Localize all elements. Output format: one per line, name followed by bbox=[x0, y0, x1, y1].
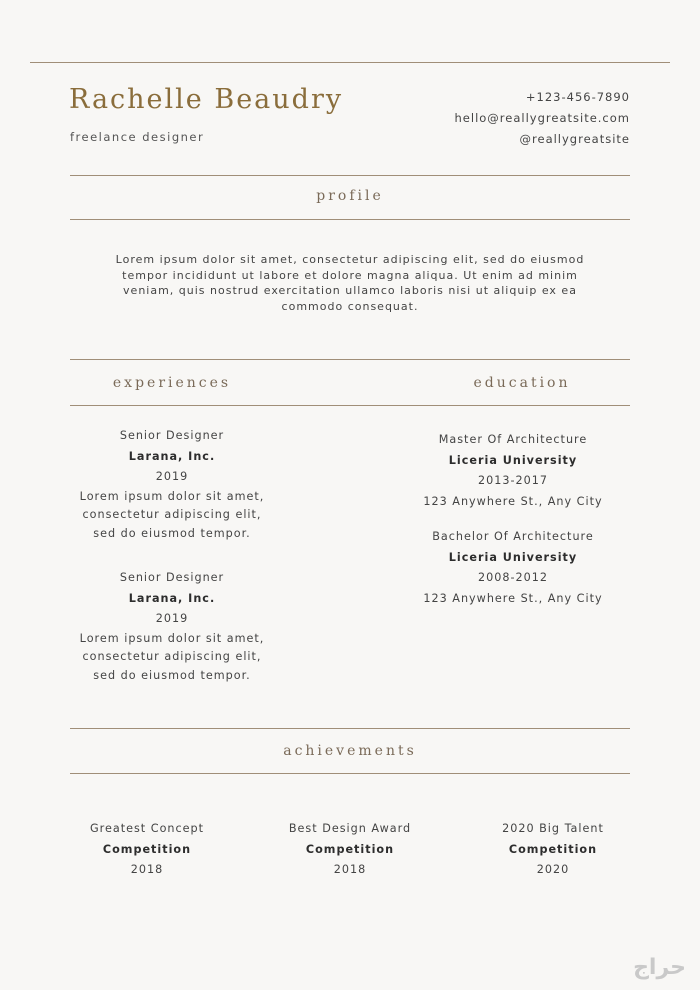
profile-heading: profile bbox=[316, 188, 384, 204]
achievement-entry bbox=[468, 819, 638, 881]
achievement-title: Best Design Award bbox=[288, 822, 412, 835]
achievement-year: 2018 bbox=[130, 863, 164, 876]
top-divider bbox=[30, 62, 670, 63]
email-address: hello@reallygreatsite.com bbox=[454, 111, 630, 125]
social-handle: @reallygreatsite bbox=[519, 132, 630, 146]
profile-text: Lorem ipsum dolor sit amet, consectetur adipiscing elit, sed do eiusmod tempor incididunt ut labore et dolore magna aliqua. Ut enim ad minim veniam, quis nostrud exercitation ullamco laboris nisi ut aliquip ex ea commodo consequat. bbox=[115, 253, 585, 314]
job-title: freelance designer bbox=[70, 130, 205, 144]
experience-company: Larana, Inc. bbox=[128, 449, 216, 463]
education-degree: Bachelor Of Architecture bbox=[432, 530, 594, 543]
experience-description: Lorem ipsum dolor sit amet, consectetur adipiscing elit, sed do eiusmod tempor. bbox=[79, 489, 265, 541]
education-school: Liceria University bbox=[448, 453, 578, 467]
resume-name: Rachelle Beaudry bbox=[69, 84, 344, 115]
education-address: 123 Anywhere St., Any City bbox=[423, 494, 603, 508]
experience-entry bbox=[72, 568, 272, 686]
achievement-title: Greatest Concept bbox=[89, 822, 205, 835]
achievements-divider-bottom bbox=[70, 773, 630, 774]
education-degree: Master Of Architecture bbox=[438, 433, 588, 446]
education-school: Liceria University bbox=[448, 550, 578, 564]
experience-role: Senior Designer bbox=[119, 571, 225, 584]
profile-divider-top bbox=[70, 175, 630, 176]
experience-company: Larana, Inc. bbox=[128, 591, 216, 605]
achievement-subtitle: Competition bbox=[102, 842, 192, 856]
education-entry bbox=[400, 527, 626, 609]
achievement-entry bbox=[265, 819, 435, 881]
columns-divider-bottom bbox=[70, 405, 630, 406]
experience-year: 2019 bbox=[155, 612, 189, 625]
experiences-heading: experiences bbox=[112, 375, 232, 391]
achievement-subtitle: Competition bbox=[508, 842, 598, 856]
experience-year: 2019 bbox=[155, 470, 189, 483]
achievement-year: 2018 bbox=[333, 863, 367, 876]
experience-description: Lorem ipsum dolor sit amet, consectetur adipiscing elit, sed do eiusmod tempor. bbox=[79, 631, 265, 683]
education-years: 2013-2017 bbox=[478, 474, 548, 487]
experience-entry bbox=[72, 426, 272, 544]
education-entry bbox=[400, 430, 626, 512]
achievement-subtitle: Competition bbox=[305, 842, 395, 856]
achievement-title: 2020 Big Talent bbox=[502, 822, 604, 835]
experience-role: Senior Designer bbox=[119, 429, 225, 442]
profile-divider-bottom bbox=[70, 219, 630, 220]
achievement-entry bbox=[62, 819, 232, 881]
education-heading: education bbox=[473, 375, 571, 391]
achievements-heading: achievements bbox=[283, 743, 417, 759]
achievements-divider-top bbox=[70, 728, 630, 729]
education-address: 123 Anywhere St., Any City bbox=[423, 591, 603, 605]
achievement-year: 2020 bbox=[536, 863, 570, 876]
education-years: 2008-2012 bbox=[478, 571, 548, 584]
columns-divider-top bbox=[70, 359, 630, 360]
phone-number: +123-456-7890 bbox=[525, 90, 630, 104]
watermark: حراج bbox=[633, 955, 686, 980]
